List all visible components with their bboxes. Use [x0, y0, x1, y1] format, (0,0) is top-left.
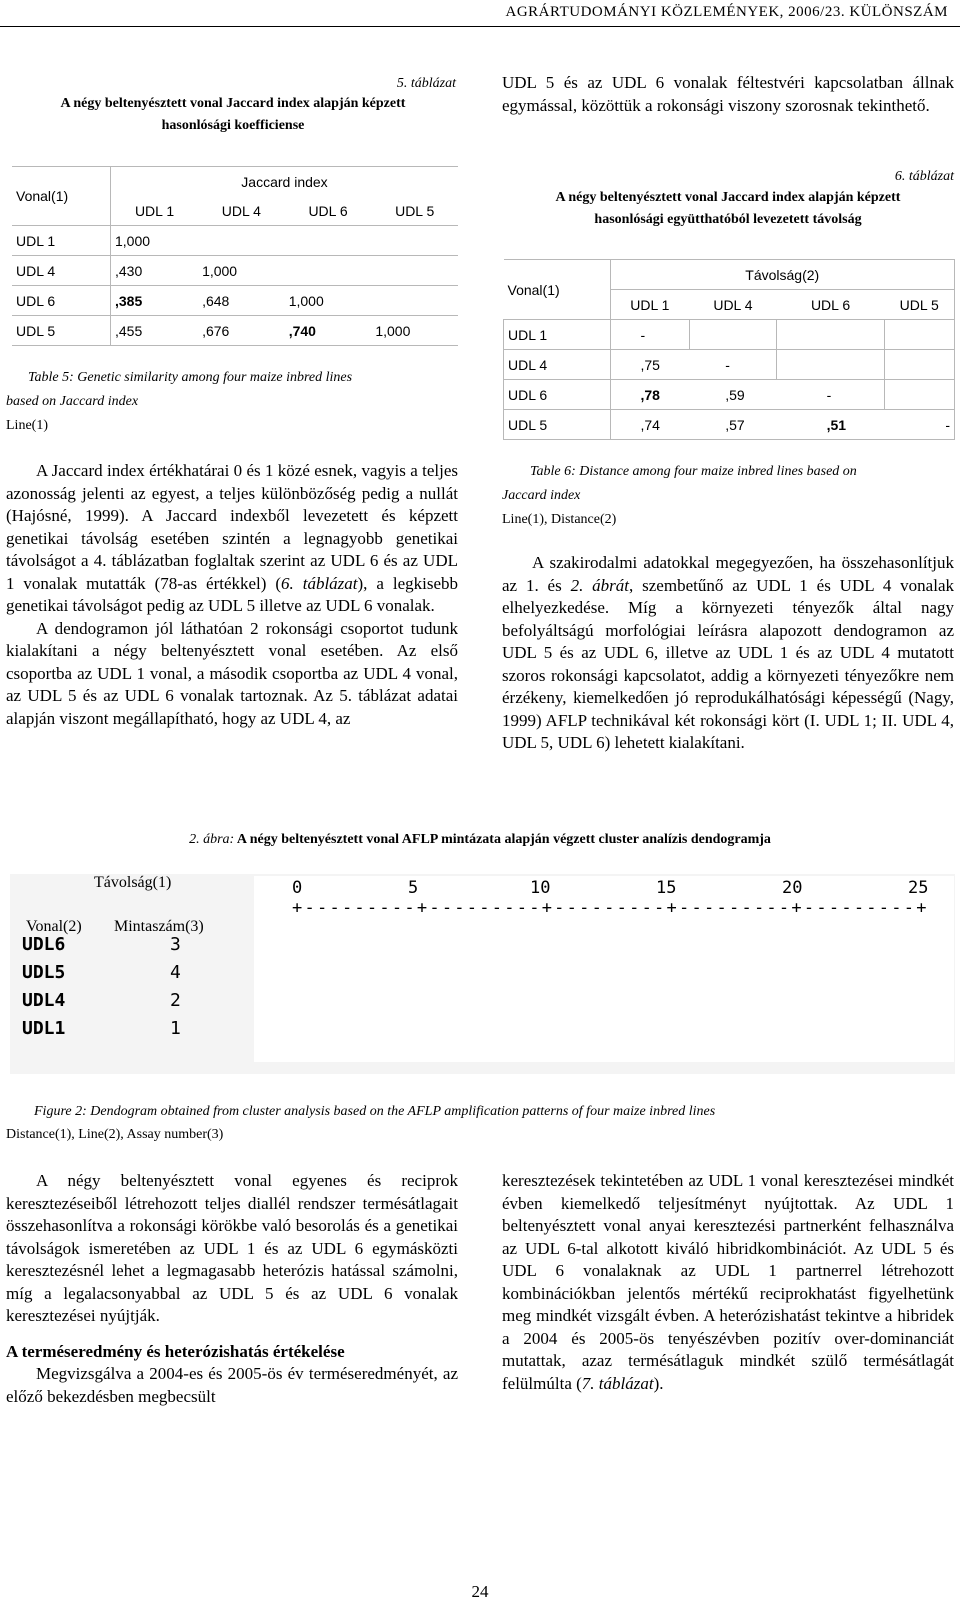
- table6-row-header: Vonal(1): [504, 260, 611, 320]
- table5-cell: [371, 286, 458, 316]
- table5-title-2: hasonlósági koefficiense: [161, 118, 305, 133]
- paragraph: A Jaccard index értékhatárai 0 és 1 közé esnek, vagyis a teljes azonosság jelenti az egyest, a teljes különbözőség pedig a nullát (Hajósné, 1999). A Jaccard indexből levezetett és képzett genetikai távolság esetében szintén a legnagyobb genetikai távolságot a 4. táblázatban foglaltak szerint az UDL 6 és az UDL 1 vonalak mutatták (78-as értékkel) (6. táblázat), a legkisebb genetikai távolságot pedig az UDL 5 illetve az UDL 6 vonalak.: [6, 461, 458, 615]
- table5-title-1: A négy beltenyésztett vonal Jaccard index alapján képzett: [60, 96, 406, 111]
- table5-row-header: Vonal(1): [12, 167, 111, 226]
- table-row: [504, 320, 955, 350]
- table6-group-header: Távolság(2): [610, 260, 955, 290]
- table5-cell: ,676: [198, 316, 285, 346]
- figure2-title: 2. ábra: A négy beltenyésztett vonal AFLP mintázata alapján végzett cluster analízis dendogramja: [189, 832, 771, 847]
- table-row: [12, 286, 458, 316]
- paragraph: Megvizsgálva a 2004-es és 2005-ös év terméseredményét, az előző bekezdésben megbecsült: [6, 1364, 458, 1406]
- paragraph: keresztezések tekintetében az UDL 1 vonal keresztezései mindkét évben kiemelkedő teljesítményt nyújtottak. Az UDL 1 beltenyésztett vonal anyai keresztezési partnerként felhasználva az UDL 6-tal alkotott kiváló hibridkombinációt. Az UDL 5 és UDL 6 vonalaknak az UDL 1 partnerrel létrehozott kombinációkban jelentős mértékű reciprokhatást figyelhetünk meg mindkét vizsgált évben. A heterózishatást tekintve a hibridek a 2004 és 2005-ös tenyészévben pozitív over-dominanciát mutattak, azaz termésátlaguk mindkét szülő termésátlagát felülmúlta (7. táblázat).: [502, 1171, 954, 1393]
- table6-cell: ,78: [610, 380, 689, 410]
- table5-cell: [285, 256, 372, 286]
- paragraph: A szakirodalmi adatokkal megegyezően, ha összehasonlítjuk az 1. és 2. ábrát, szembetűnő az UDL 1 és UDL 4 vonalak elhelyezkedése. Míg a környezeti tényezők által nagy befolyáltságú morfológiai leírásra alapozott dendogramon az UDL 5 és az UDL 6, illetve az UDL 1 és az UDL 4 mutatott szoros rokonsági kapcsolatot, addig a környezeti tényezőkre nem érzékeny, kiemelkedően jó reprodukálhatósági képességű (Nagy, 1999) AFLP technikával két rokonsági kört (I. UDL 1; II. UDL 4, UDL 5, UDL 6) lehetett kialakítani.: [502, 553, 954, 752]
- scale-tick: 25: [908, 878, 929, 898]
- table-row: [504, 380, 955, 410]
- table6-row-label: UDL 4: [504, 350, 611, 380]
- scale-tick: 15: [656, 878, 677, 898]
- table6-cell: ,51: [777, 410, 885, 440]
- table6-cell: [884, 380, 954, 410]
- table5-row-label: UDL 6: [12, 286, 111, 316]
- table6-legend: Line(1), Distance(2): [502, 512, 617, 527]
- table6-cell: -: [610, 320, 689, 350]
- table-row: [504, 410, 955, 440]
- table5-cell: [285, 226, 372, 256]
- table5-cell: ,648: [198, 286, 285, 316]
- table6-cell: [777, 320, 885, 350]
- figure2-legend: Distance(1), Line(2), Assay number(3): [6, 1127, 224, 1142]
- table6-number: 6. táblázat: [894, 169, 954, 184]
- table6-title-2: hasonlósági együtthatóból levezetett távolság: [594, 212, 862, 227]
- table5-cell: [371, 256, 458, 286]
- table6-cell: ,74: [610, 410, 689, 440]
- paragraph: A dendogramon jól láthatóan 2 rokonsági csoportot tudunk kialakítani a négy beltenyésztett vonal esetében. Az első csoportba az UDL 1 vonal, a második csoportba az UDL 4 vonal, az UDL 5 és az UDL 6 vonalak tartoznak. Az 5. táblázat adatai alapján viszont megállapítható, hogy az UDL 4, az: [6, 618, 458, 728]
- table6-cell: -: [777, 380, 885, 410]
- table5-cell: 1,000: [371, 316, 458, 346]
- table6-cell: ,59: [689, 380, 776, 410]
- leaf-line: UDL4: [22, 990, 66, 1011]
- table6-cell: ,75: [610, 350, 689, 380]
- table5-row-label: UDL 4: [12, 256, 111, 286]
- scale-tick: 20: [782, 878, 803, 898]
- paragraph: A négy beltenyésztett vonal egyenes és reciprok keresztezéseiből létrehozott teljes diallél rendszer termésátlagait összehasonlítva a rokonsági körökbe való besorolás és a genetikai távolságok ismeretében az UDL 1 és az UDL 6 egymásközti keresztezésnél lehet a legmagasabb heterózis hatással számolni, míg a legalacsonyabbal az UDL 5 és az UDL 6 vonalak keresztezései nyújtják.: [6, 1171, 458, 1325]
- leaf-assay: 1: [170, 1018, 181, 1039]
- table6-col: UDL 5: [884, 290, 954, 320]
- right-column-text: [502, 552, 954, 755]
- running-header: [0, 2, 960, 27]
- table5-cell: ,385: [111, 286, 199, 316]
- table6-row-label: UDL 1: [504, 320, 611, 350]
- leaf-assay: 2: [170, 990, 181, 1011]
- scale-tick: 0: [292, 878, 303, 898]
- table5-group-header: Jaccard index: [111, 167, 459, 197]
- table5-col: UDL 6: [285, 196, 372, 226]
- table5-cell: 1,000: [285, 286, 372, 316]
- table-row: [12, 226, 458, 256]
- table6-col: UDL 1: [610, 290, 689, 320]
- table5-cell: ,455: [111, 316, 199, 346]
- right-top-paragraph: UDL 5 és az UDL 6 vonalak féltestvéri kapcsolatban állnak egymással, közöttük a rokonsági viszony szorosnak tekinthető.: [502, 73, 954, 115]
- bottom-left-text: [6, 1170, 458, 1408]
- table5-cell: ,740: [285, 316, 372, 346]
- leaf-line: UDL5: [22, 962, 66, 983]
- scale-tick: 10: [530, 878, 551, 898]
- table5-cell: [371, 226, 458, 256]
- table5-col: UDL 4: [198, 196, 285, 226]
- table6-en-caption-1: Table 6: Distance among four maize inbred lines based on: [530, 464, 857, 479]
- table6: [503, 259, 955, 440]
- assay-label: Mintaszám(3): [114, 918, 204, 935]
- figure2-en-caption: Figure 2: Dendogram obtained from cluster analysis based on the AFLP amplification patterns of four maize inbred lines: [34, 1104, 716, 1119]
- leaf-assay: 3: [170, 934, 181, 955]
- table5-en-caption-1: Table 5: Genetic similarity among four maize inbred lines: [28, 370, 353, 385]
- bottom-right-text: [502, 1170, 954, 1395]
- table6-row-label: UDL 6: [504, 380, 611, 410]
- table6-cell: -: [884, 410, 954, 440]
- table5: [12, 166, 458, 346]
- table-row: [12, 256, 458, 286]
- table6-row-label: UDL 5: [504, 410, 611, 440]
- table6-title-1: A négy beltenyésztett vonal Jaccard index alapján képzett: [555, 190, 901, 205]
- dendrogram: [10, 874, 955, 1074]
- table5-col: UDL 1: [111, 196, 199, 226]
- table5-row-label: UDL 5: [12, 316, 111, 346]
- scale-tick: 5: [408, 878, 419, 898]
- line-label: Vonal(2): [26, 918, 82, 935]
- table5-row-label: UDL 1: [12, 226, 111, 256]
- page-number: 24: [471, 1582, 489, 1601]
- table6-cell: [689, 320, 776, 350]
- journal-title: AGRÁRTUDOMÁNYI KÖZLEMÉNYEK, 2006/23. KÜLÖNSZÁM: [505, 4, 948, 20]
- table6-cell: -: [689, 350, 776, 380]
- leaf-line: UDL1: [22, 1018, 66, 1039]
- table-row: [12, 316, 458, 346]
- table6-cell: [884, 320, 954, 350]
- table-row: [504, 350, 955, 380]
- table5-cell: ,430: [111, 256, 199, 286]
- section-heading: A terméseredmény és heterózishatás értékelése: [6, 1341, 345, 1361]
- table5-legend: Line(1): [6, 418, 48, 433]
- table5-cell: [198, 226, 285, 256]
- leaf-assay: 4: [170, 962, 181, 983]
- table6-cell: [777, 350, 885, 380]
- table6-en-caption-2: Jaccard index: [502, 488, 581, 503]
- table5-cell: 1,000: [111, 226, 199, 256]
- table5-en-caption-2: based on Jaccard index: [6, 394, 139, 409]
- table6-col: UDL 4: [689, 290, 776, 320]
- distance-label: Távolság(1): [94, 874, 172, 891]
- left-column-text: [6, 460, 458, 730]
- table5-number: 5. táblázat: [396, 76, 456, 91]
- scale-rule: +---------+---------+---------+---------+---------+: [292, 898, 929, 918]
- table6-col: UDL 6: [777, 290, 885, 320]
- table5-cell: 1,000: [198, 256, 285, 286]
- table6-cell: ,57: [689, 410, 776, 440]
- table6-cell: [884, 350, 954, 380]
- table5-col: UDL 5: [371, 196, 458, 226]
- leaf-line: UDL6: [22, 934, 66, 955]
